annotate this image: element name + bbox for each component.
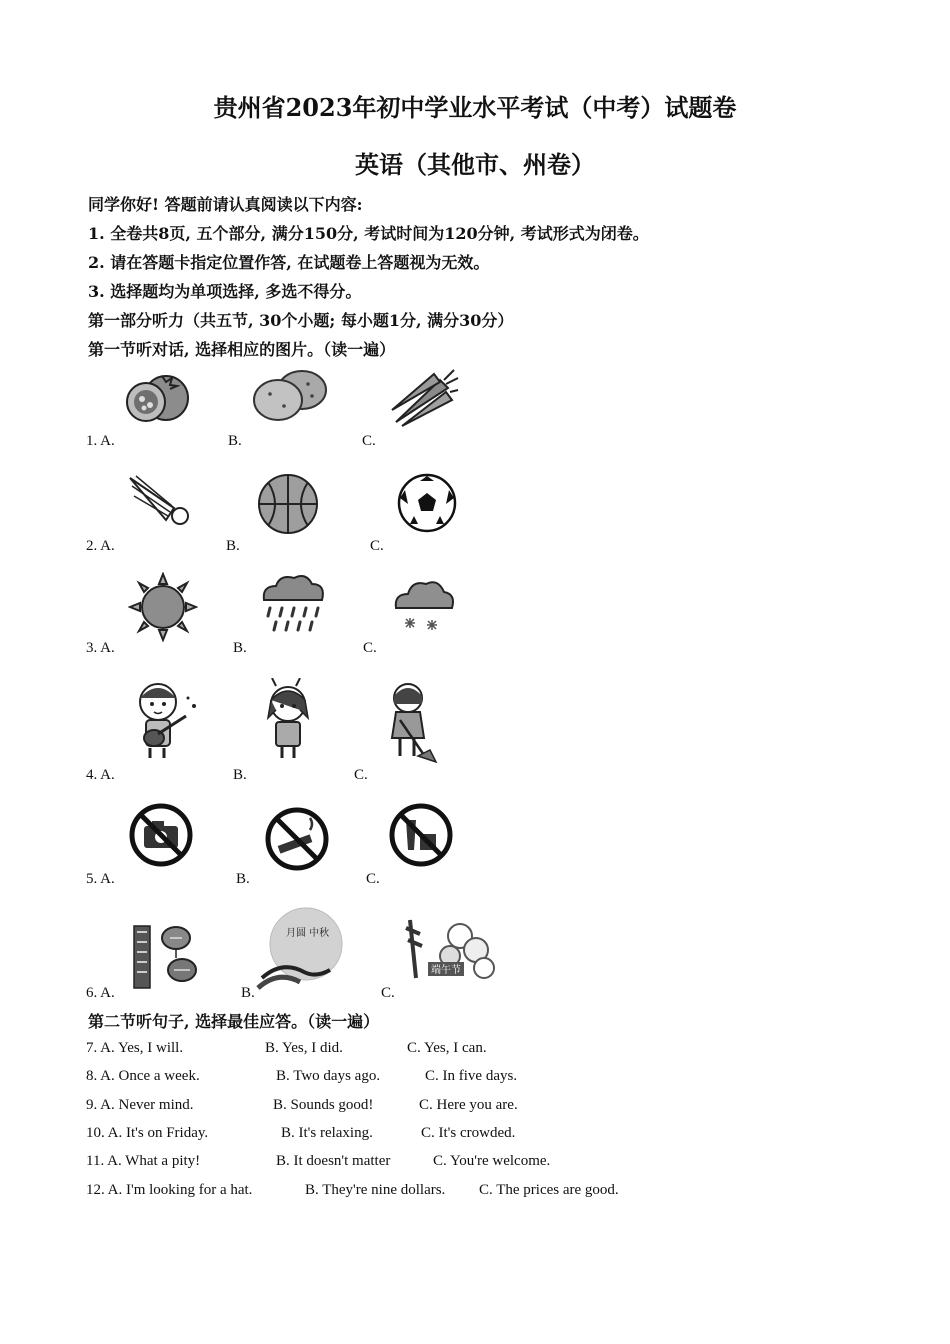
mid-autumn-festival-icon xyxy=(252,904,348,996)
soccer-ball-icon xyxy=(396,472,458,534)
instruction-item: 1. 全卷共8页, 五个部分, 满分150分, 考试时间为120分钟, 考试形式为闭卷。 xyxy=(88,224,649,243)
badminton-shuttlecock-icon xyxy=(126,468,196,528)
rain-cloud-icon xyxy=(256,570,328,640)
tomato-icon xyxy=(122,364,194,426)
mid-autumn-text: 月圆 中秋 xyxy=(286,928,330,939)
question-5-option-b-label: B. xyxy=(236,871,250,887)
question-12-option-a: 12. A. I'm looking for a hat. xyxy=(86,1182,253,1198)
question-1-option-a-label: 1. A. xyxy=(86,433,115,449)
question-9-option-b: B. Sounds good! xyxy=(273,1097,374,1113)
question-4-option-a-label: 4. A. xyxy=(86,767,115,783)
girl-icon xyxy=(256,678,320,762)
question-2-option-b-label: B. xyxy=(226,538,240,554)
instruction-item: 3. 选择题均为单项选择, 多选不得分。 xyxy=(88,282,362,301)
girl-sweeping-icon xyxy=(380,680,440,764)
section2-heading: 第二节听句子, 选择最佳应答。（读一遍） xyxy=(88,1012,380,1031)
question-8-option-b: B. Two days ago. xyxy=(276,1068,381,1084)
question-1-option-c-label: C. xyxy=(362,433,376,449)
question-11-option-c: C. You're welcome. xyxy=(433,1153,551,1169)
question-2-option-a-label: 2. A. xyxy=(86,538,115,554)
question-3-option-c-label: C. xyxy=(363,640,377,656)
dragon-boat-text: 端午节 xyxy=(431,965,461,976)
question-11-option-a: 11. A. What a pity! xyxy=(86,1153,201,1169)
question-3-option-a-label: 3. A. xyxy=(86,640,115,656)
question-11-option-b: B. It doesn't matter xyxy=(276,1153,391,1169)
question-10-option-a: 10. A. It's on Friday. xyxy=(86,1125,209,1141)
question-7-option-c: C. Yes, I can. xyxy=(407,1040,487,1056)
basketball-icon xyxy=(256,472,320,536)
question-2-option-c-label: C. xyxy=(370,538,384,554)
question-4-option-b-label: B. xyxy=(233,767,247,783)
question-6-option-c-label: C. xyxy=(381,985,395,1001)
question-7-option-b: B. Yes, I did. xyxy=(265,1040,343,1056)
question-10-option-c: C. It's crowded. xyxy=(421,1125,516,1141)
part1-heading: 第一部分听力（共五节, 30个小题; 每小题1分, 满分30分） xyxy=(88,311,514,330)
question-9-option-a: 9. A. Never mind. xyxy=(86,1097,194,1113)
question-6-option-b-label: B. xyxy=(241,985,255,1001)
question-10-option-b: B. It's relaxing. xyxy=(281,1125,373,1141)
question-3-option-b-label: B. xyxy=(233,640,247,656)
snow-cloud-icon xyxy=(390,572,456,638)
girl-playing-guitar-icon xyxy=(128,678,202,764)
page-subtitle: 英语（其他市、州卷） xyxy=(355,150,595,179)
question-5-option-c-label: C. xyxy=(366,871,380,887)
question-9-option-c: C. Here you are. xyxy=(419,1097,518,1113)
question-1-option-b-label: B. xyxy=(228,433,242,449)
instruction-item: 2. 请在答题卡指定位置作答, 在试题卷上答题视为无效。 xyxy=(88,253,490,272)
section1-heading: 第一节听对话, 选择相应的图片。（读一遍） xyxy=(88,340,396,359)
carrot-icon xyxy=(388,366,460,430)
question-5-option-a-label: 5. A. xyxy=(86,871,115,887)
potato-icon xyxy=(250,366,330,424)
no-photo-icon xyxy=(128,802,194,868)
sun-icon xyxy=(128,572,198,642)
dragon-boat-festival-icon xyxy=(400,914,496,986)
page-title: 贵州省2023年初中学业水平考试（中考）试题卷 xyxy=(213,93,737,122)
instructions-greeting: 同学你好! 答题前请认真阅读以下内容: xyxy=(88,195,363,214)
question-6-option-a-label: 6. A. xyxy=(86,985,115,1001)
question-12-option-c: C. The prices are good. xyxy=(479,1182,619,1198)
question-12-option-b: B. They're nine dollars. xyxy=(305,1182,446,1198)
question-8-option-a: 8. A. Once a week. xyxy=(86,1068,200,1084)
question-8-option-c: C. In five days. xyxy=(425,1068,518,1084)
question-4-option-c-label: C. xyxy=(354,767,368,783)
lantern-festival-icon xyxy=(124,918,208,992)
no-smoking-icon xyxy=(264,806,330,872)
no-food-drink-icon xyxy=(388,802,454,868)
question-7-option-a: 7. A. Yes, I will. xyxy=(86,1040,184,1056)
